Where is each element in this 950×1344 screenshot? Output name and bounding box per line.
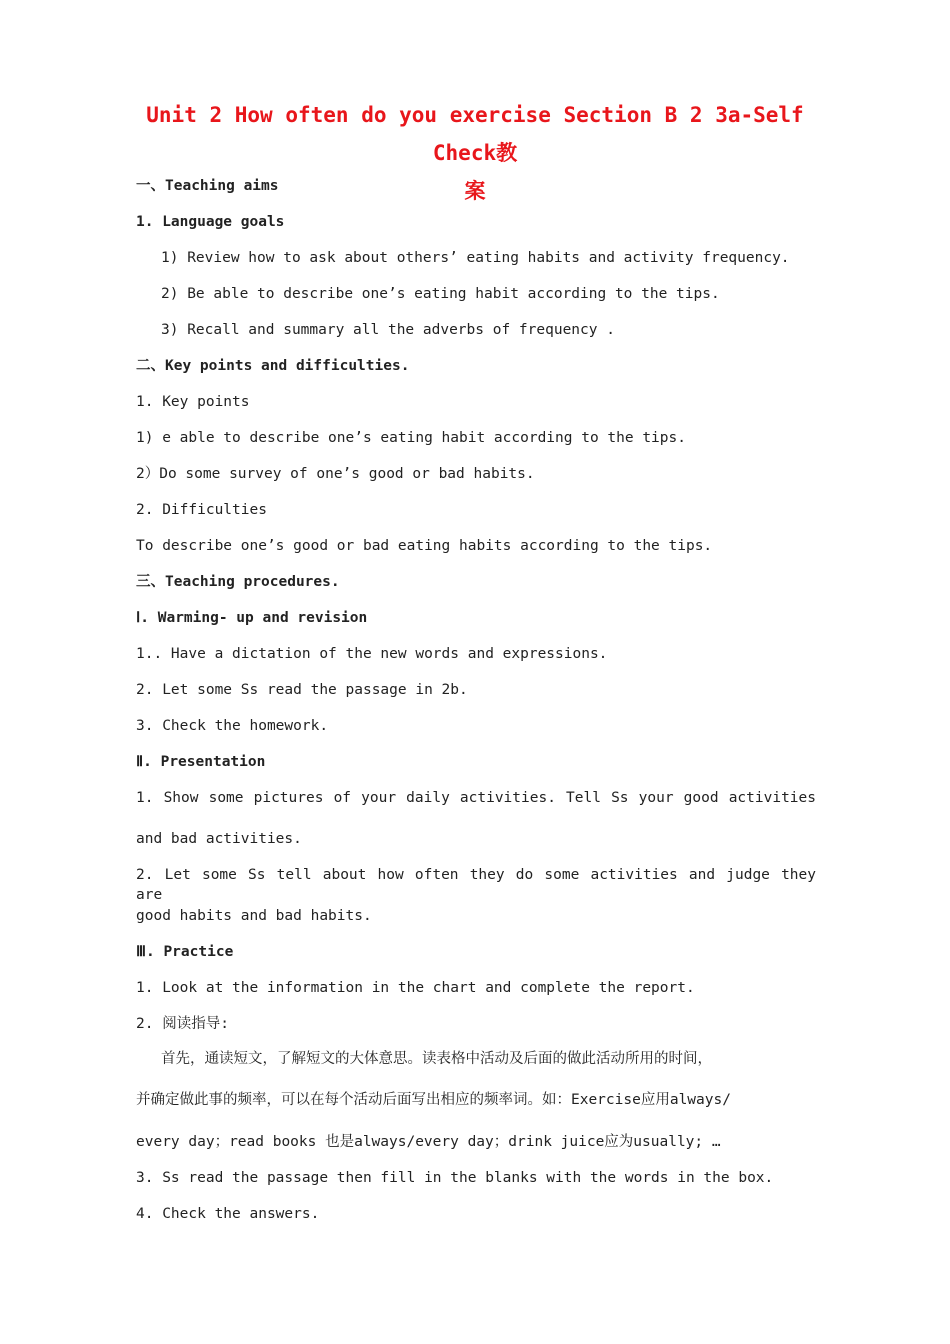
step-heading-presentation: Ⅱ. Presentation [136, 754, 266, 770]
list-item: 1. Look at the information in the chart and complete the report. [136, 980, 695, 996]
paragraph-line: 并确定做此事的频率，可以在每个活动后面写出相应的频率词。如：Exercise应用always/ [136, 1092, 731, 1108]
paragraph-line: 首先，通读短文，了解短文的大体意思。读表格中活动及后面的做此活动所用的时间， [161, 1051, 712, 1067]
step-heading-practice: Ⅲ. Practice [136, 944, 234, 960]
step-heading-warming-up: Ⅰ. Warming- up and revision [136, 610, 368, 626]
subheading-difficulties: 2. Difficulties [136, 502, 267, 518]
paragraph-line: good habits and bad habits. [136, 908, 372, 924]
list-item: 1) Review how to ask about others’ eating habits and activity frequency. [161, 250, 790, 266]
section-heading-teaching-aims: 一、Teaching aims [136, 178, 279, 194]
list-item: 2) Be able to describe one’s eating habit according to the tips. [161, 286, 720, 302]
list-item: 1) e able to describe one’s eating habit according to the tips. [136, 430, 686, 446]
list-item: 4. Check the answers. [136, 1206, 320, 1222]
list-item: 3) Recall and summary all the adverbs of frequency . [161, 322, 615, 338]
title-line-2: 案 [464, 179, 486, 203]
subheading-key-points: 1. Key points [136, 394, 250, 410]
section-heading-procedures: 三、Teaching procedures. [136, 574, 340, 590]
paragraph-line: every day；read books 也是always/every day；drink juice应为usually; … [136, 1134, 721, 1150]
list-item: 2. 阅读指导: [136, 1016, 229, 1032]
paragraph-line: 2. Let some Ss tell about how often they do some activities and judge they are [136, 867, 816, 903]
list-item: 2）Do some survey of one’s good or bad habits. [136, 466, 535, 482]
list-item: 2. Let some Ss read the passage in 2b. [136, 682, 468, 698]
paragraph-line: 1. Show some pictures of your daily activities. Tell Ss your good activities [136, 790, 816, 806]
paragraph-line: To describe one’s good or bad eating habits according to the tips. [136, 538, 713, 554]
section-heading-key-points: 二、Key points and difficulties. [136, 358, 410, 374]
list-item: 1.. Have a dictation of the new words and expressions. [136, 646, 608, 662]
list-item: 3. Check the homework. [136, 718, 329, 734]
list-item: 3. Ss read the passage then fill in the blanks with the words in the box. [136, 1170, 774, 1186]
paragraph-line: and bad activities. [136, 831, 302, 847]
title-line-1: Unit 2 How often do you exercise Section B 2 3a-Self Check教 [146, 103, 804, 165]
subheading-language-goals: 1. Language goals [136, 214, 285, 230]
